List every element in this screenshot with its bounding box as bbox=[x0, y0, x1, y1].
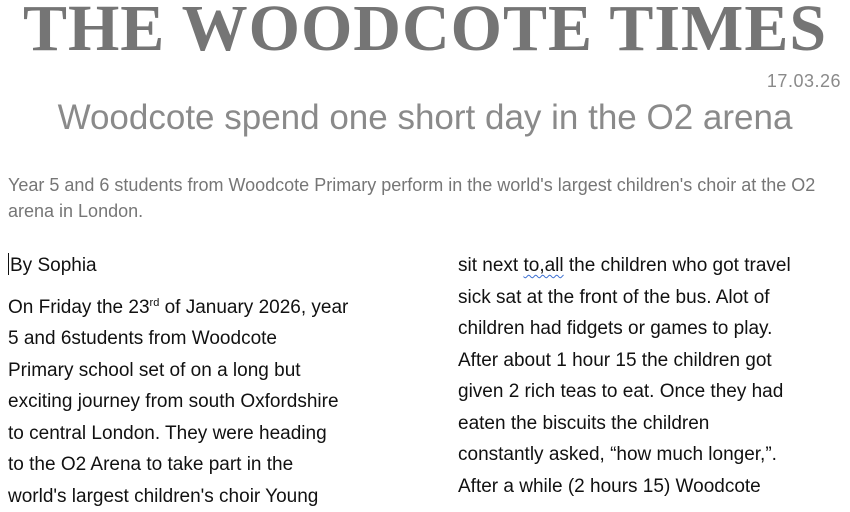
article-column-right bbox=[458, 250, 850, 502]
masthead-title: THE WOODCOTE TIMES bbox=[0, 0, 850, 69]
text-line: 5 and 6students from Woodcote bbox=[8, 323, 398, 355]
text-line: eaten the biscuits the children bbox=[458, 408, 850, 440]
text-run: On Friday the 23 bbox=[8, 297, 150, 318]
text-cursor bbox=[8, 253, 9, 275]
text-line bbox=[458, 250, 850, 282]
text-line: exciting journey from south Oxfordshire bbox=[8, 386, 398, 418]
text-line bbox=[8, 292, 398, 324]
text-line: After a while (2 hours 15) Woodcote bbox=[458, 471, 850, 503]
text-run: of January 2026, year bbox=[159, 297, 348, 318]
text-run: sit next bbox=[458, 255, 523, 276]
article-standfirst: Year 5 and 6 students from Woodcote Primary perform in the world's largest children's choir at the O2 arena in London. bbox=[8, 172, 840, 224]
text-line: Primary school set of on a long but bbox=[8, 355, 398, 387]
text-line: world's largest children's choir Young bbox=[8, 481, 398, 512]
article-column-left bbox=[8, 250, 398, 512]
article-paragraph bbox=[458, 250, 850, 502]
text-line: to the O2 Arena to take part in the bbox=[8, 449, 398, 481]
publication-date: 17.03.26 bbox=[767, 69, 841, 93]
text-run: the children who got travel bbox=[564, 255, 791, 276]
spellcheck-flagged-word[interactable]: to,all bbox=[523, 255, 563, 276]
byline[interactable] bbox=[8, 250, 398, 282]
text-line: constantly asked, “how much longer,”. bbox=[458, 439, 850, 471]
article-paragraph bbox=[8, 292, 398, 512]
text-line: children had fidgets or games to play. bbox=[458, 313, 850, 345]
ordinal-superscript: rd bbox=[150, 297, 160, 309]
text-line: sick sat at the front of the bus. Alot of bbox=[458, 282, 850, 314]
article-headline: Woodcote spend one short day in the O2 arena bbox=[0, 96, 850, 140]
byline-text: By Sophia bbox=[10, 255, 97, 276]
text-line: After about 1 hour 15 the children got bbox=[458, 345, 850, 377]
text-line: given 2 rich teas to eat. Once they had bbox=[458, 376, 850, 408]
text-line: to central London. They were heading bbox=[8, 418, 398, 450]
